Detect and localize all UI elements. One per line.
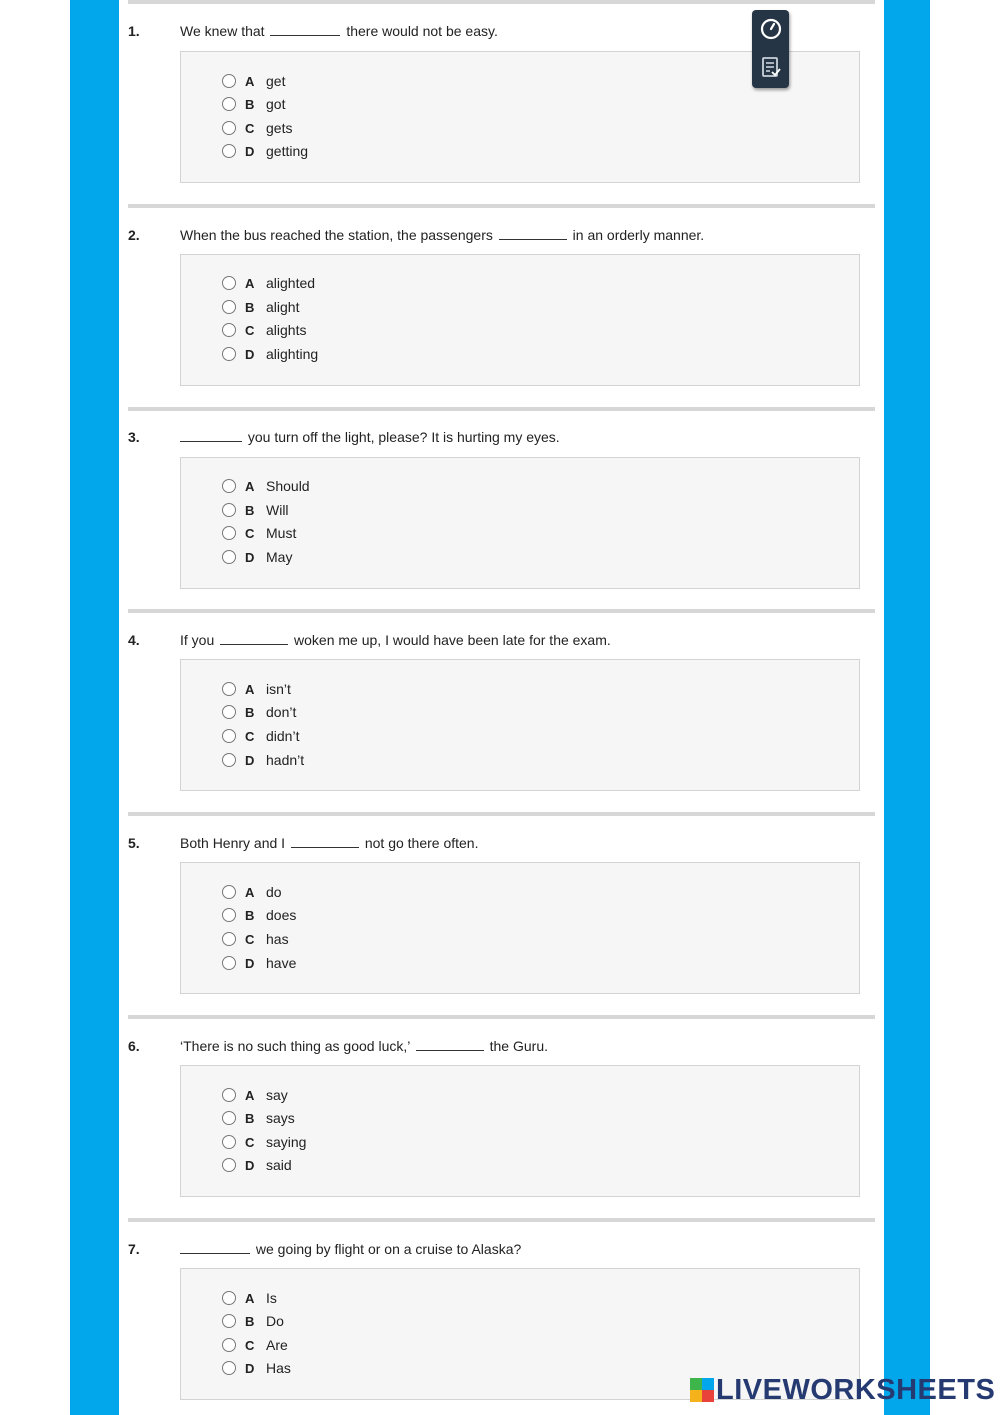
option-a[interactable]: [222, 679, 291, 699]
option-letter: C: [245, 525, 255, 541]
option-letter: B: [245, 502, 255, 518]
option-letter: A: [245, 275, 255, 291]
option-letter: A: [245, 884, 255, 900]
option-letter: C: [245, 1337, 255, 1353]
option-letter: B: [245, 907, 255, 923]
radio-button[interactable]: [222, 932, 236, 946]
option-a[interactable]: [222, 71, 285, 91]
liveworksheets-logo: [690, 1372, 995, 1408]
option-letter: A: [245, 681, 255, 697]
brand-logo-icon: [690, 1378, 714, 1402]
option-letter: D: [245, 752, 255, 768]
checklist-icon: [759, 55, 783, 79]
option-d[interactable]: [222, 1155, 292, 1175]
radio-button[interactable]: [222, 682, 236, 696]
radio-button[interactable]: [222, 347, 236, 361]
option-label: Must: [266, 525, 297, 541]
option-b[interactable]: [222, 297, 299, 317]
option-c[interactable]: [222, 320, 306, 340]
option-b[interactable]: [222, 702, 296, 722]
question-text: you turn off the light, please? It is hurting my eyes.: [180, 429, 560, 445]
option-label: alighted: [266, 275, 316, 291]
radio-button[interactable]: [222, 1088, 236, 1102]
left-frame-bar: [70, 0, 119, 1415]
option-label: Are: [266, 1337, 288, 1353]
option-label: get: [266, 73, 286, 89]
answer-options-box: [180, 862, 860, 994]
option-b[interactable]: [222, 1311, 284, 1331]
option-label: Do: [266, 1313, 284, 1329]
option-c[interactable]: [222, 1335, 288, 1355]
radio-button[interactable]: [222, 479, 236, 493]
right-frame-bar: [884, 0, 930, 1415]
question-divider: [128, 0, 875, 4]
option-c[interactable]: [222, 726, 299, 746]
option-label: May: [266, 549, 293, 565]
option-label: don’t: [266, 704, 297, 720]
question-number: 6.: [128, 1038, 140, 1054]
radio-button[interactable]: [222, 908, 236, 922]
radio-button[interactable]: [222, 323, 236, 337]
option-label: Will: [266, 502, 289, 518]
question-text: ‘There is no such thing as good luck,’ the Guru.: [180, 1038, 548, 1054]
option-b[interactable]: [222, 94, 285, 114]
option-label: said: [266, 1157, 292, 1173]
radio-button[interactable]: [222, 1291, 236, 1305]
option-d[interactable]: [222, 547, 292, 567]
option-b[interactable]: [222, 1108, 295, 1128]
option-letter: D: [245, 1360, 255, 1376]
option-a[interactable]: [222, 1288, 277, 1308]
option-c[interactable]: [222, 118, 292, 138]
radio-button[interactable]: [222, 503, 236, 517]
brand-name: LIVEWORKSHEETS: [716, 1373, 996, 1406]
option-letter: B: [245, 704, 255, 720]
question-text: Both Henry and I not go there often.: [180, 835, 479, 851]
option-label: have: [266, 955, 297, 971]
radio-button[interactable]: [222, 705, 236, 719]
option-letter: B: [245, 1313, 255, 1329]
radio-button[interactable]: [222, 753, 236, 767]
option-letter: C: [245, 322, 255, 338]
option-letter: D: [245, 346, 255, 362]
worksheet-tool-panel: [752, 10, 789, 88]
option-b[interactable]: [222, 500, 289, 520]
question-text: We knew that there would not be easy.: [180, 23, 498, 39]
option-label: getting: [266, 143, 309, 159]
option-letter: B: [245, 1110, 255, 1126]
option-label: do: [266, 884, 282, 900]
option-a[interactable]: [222, 1085, 288, 1105]
radio-button[interactable]: [222, 956, 236, 970]
question-divider: [128, 812, 875, 816]
option-letter: D: [245, 955, 255, 971]
option-d[interactable]: [222, 141, 308, 161]
option-label: isn’t: [266, 681, 291, 697]
option-a[interactable]: [222, 882, 282, 902]
question-text: If you woken me up, I would have been late for the exam.: [180, 632, 611, 648]
option-label: gets: [266, 120, 293, 136]
option-letter: C: [245, 931, 255, 947]
option-d[interactable]: [222, 1358, 291, 1378]
option-label: does: [266, 907, 297, 923]
checklist-button[interactable]: [758, 54, 783, 79]
radio-button[interactable]: [222, 1158, 236, 1172]
option-label: alights: [266, 322, 307, 338]
option-letter: A: [245, 478, 255, 494]
question-number: 3.: [128, 429, 140, 445]
radio-button[interactable]: [222, 74, 236, 88]
option-label: saying: [266, 1134, 307, 1150]
radio-button[interactable]: [222, 1338, 236, 1352]
option-letter: A: [245, 73, 255, 89]
option-label: Should: [266, 478, 310, 494]
option-letter: C: [245, 728, 255, 744]
option-letter: C: [245, 1134, 255, 1150]
timer-icon: [759, 17, 783, 41]
option-label: alight: [266, 299, 300, 315]
option-label: Has: [266, 1360, 291, 1376]
option-letter: C: [245, 120, 255, 136]
question-text: When the bus reached the station, the passengers in an orderly manner.: [180, 227, 705, 243]
question-divider: [128, 204, 875, 208]
option-c[interactable]: [222, 929, 289, 949]
option-d[interactable]: [222, 750, 304, 770]
radio-button[interactable]: [222, 885, 236, 899]
radio-button[interactable]: [222, 300, 236, 314]
option-d[interactable]: [222, 953, 296, 973]
radio-button[interactable]: [222, 550, 236, 564]
option-letter: B: [245, 299, 255, 315]
radio-button[interactable]: [222, 1111, 236, 1125]
option-label: got: [266, 96, 286, 112]
option-a[interactable]: [222, 476, 310, 496]
option-label: hadn’t: [266, 752, 305, 768]
radio-button[interactable]: [222, 144, 236, 158]
radio-button[interactable]: [222, 276, 236, 290]
option-letter: D: [245, 549, 255, 565]
question-text: we going by flight or on a cruise to Alaska?: [180, 1241, 521, 1257]
question-number: 5.: [128, 835, 140, 851]
option-label: Is: [266, 1290, 277, 1306]
radio-button[interactable]: [222, 526, 236, 540]
radio-button[interactable]: [222, 1314, 236, 1328]
option-a[interactable]: [222, 273, 315, 293]
radio-button[interactable]: [222, 729, 236, 743]
option-label: alighting: [266, 346, 319, 362]
option-letter: D: [245, 143, 255, 159]
option-label: says: [266, 1110, 295, 1126]
question-number: 7.: [128, 1241, 140, 1257]
question-divider: [128, 407, 875, 411]
option-letter: A: [245, 1290, 255, 1306]
radio-button[interactable]: [222, 1135, 236, 1149]
option-letter: D: [245, 1157, 255, 1173]
option-letter: B: [245, 96, 255, 112]
option-label: didn’t: [266, 728, 300, 744]
question-number: 4.: [128, 632, 140, 648]
option-d[interactable]: [222, 344, 318, 364]
question-divider: [128, 1218, 875, 1222]
option-letter: A: [245, 1087, 255, 1103]
question-number: 2.: [128, 227, 140, 243]
radio-button[interactable]: [222, 97, 236, 111]
option-b[interactable]: [222, 905, 296, 925]
option-label: say: [266, 1087, 288, 1103]
option-c[interactable]: [222, 1132, 306, 1152]
timer-button[interactable]: [758, 16, 783, 41]
radio-button[interactable]: [222, 1361, 236, 1375]
question-divider: [128, 1015, 875, 1019]
radio-button[interactable]: [222, 121, 236, 135]
option-c[interactable]: [222, 523, 296, 543]
question-divider: [128, 609, 875, 613]
question-number: 1.: [128, 23, 140, 39]
option-label: has: [266, 931, 289, 947]
